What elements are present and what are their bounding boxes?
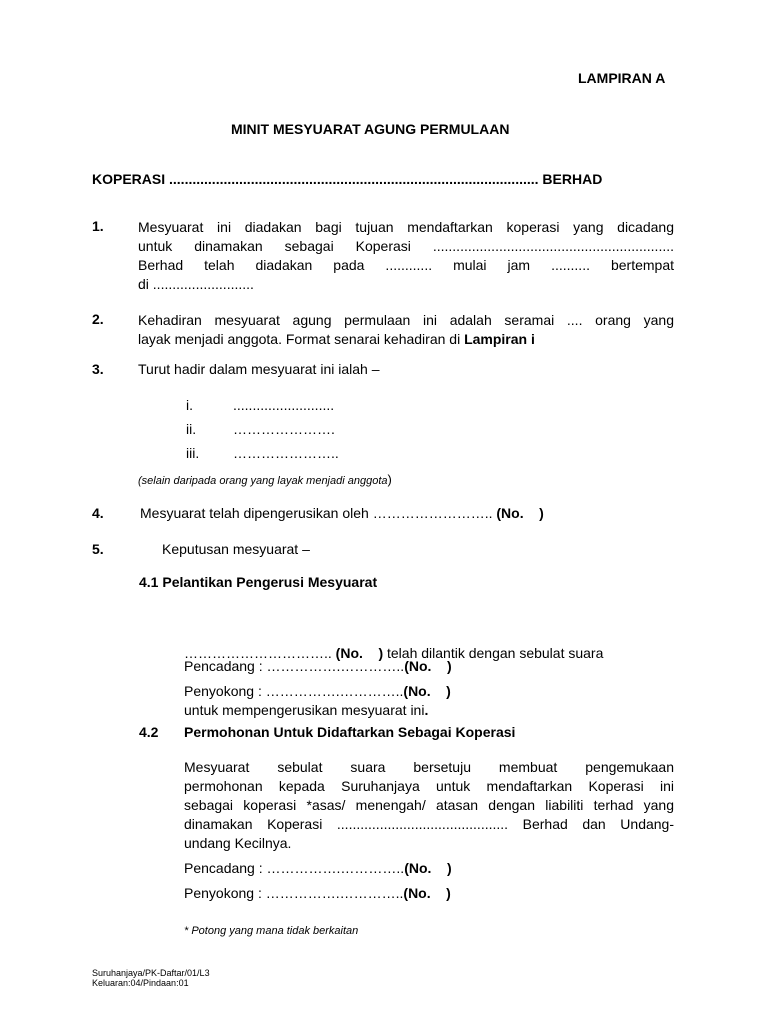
section-4-1-penyokong [184, 683, 451, 699]
item-3-number: 3. [92, 361, 104, 377]
footnote: * Potong yang mana tidak berkaitan [184, 925, 359, 937]
item-5-text: Keputusan mesyuarat – [162, 541, 310, 557]
chair-name-field: ………………………….. [184, 645, 336, 661]
section-4-2-line-3: sebagai koperasi *asas/ menengah/ atasan dengan liabiliti terhad yang [184, 797, 674, 813]
penyokong-label: Penyokong : …………….………….. [184, 683, 404, 699]
pencadang-number-2: (No. ) [404, 860, 452, 876]
chair-purpose-period: . [424, 702, 429, 718]
item-1-line-2: untuk dinamakan sebagai Koperasi .............................................................. [138, 238, 674, 254]
document-title: MINIT MESYUARAT AGUNG PERMULAAN [231, 121, 510, 137]
pencadang-number: (No. ) [404, 658, 452, 674]
item-2-line-2 [138, 330, 674, 349]
footer-line-1: Suruhanjaya/PK-Daftar/01/L3 [92, 968, 210, 978]
section-4-2-line-1: Mesyuarat sebulat suara bersetuju membuat pengemukaan [184, 759, 674, 775]
appendix-label: LAMPIRAN A [578, 70, 666, 86]
attendee-1-label: i. [186, 397, 193, 413]
pencadang-label-2: Pencadang : …………….………….. [184, 860, 405, 876]
section-4-2-number: 4.2 [139, 724, 159, 740]
lampiran-i-ref: Lampiran i [464, 331, 535, 347]
attendee-2-label: ii. [186, 421, 197, 437]
item-1-number: 1. [92, 218, 104, 234]
penyokong-number: (No. ) [403, 683, 451, 699]
section-4-2-line-5: undang Kecilnya. [184, 835, 292, 851]
item-2-number: 2. [92, 311, 104, 327]
attendee-note-text: (selain daripada orang yang layak menjadi anggota [138, 475, 388, 487]
item-1-line-3: Berhad telah diadakan pada ............ mulai jam .......... bertempat [138, 257, 674, 273]
item-2-line-1: Kehadiran mesyuarat agung permulaan ini adalah seramai .... orang yang [138, 312, 674, 328]
section-4-2-line-2: permohonan kepada Suruhanjaya untuk mendaftarkan Koperasi ini [184, 778, 674, 794]
attendee-2-value: …………………. [233, 421, 335, 437]
pencadang-label: Pencadang : …………….………….. [184, 658, 405, 674]
section-4-2-heading: Permohonan Untuk Didaftarkan Sebagai Koperasi [184, 724, 516, 740]
item-4-number: 4. [92, 505, 104, 521]
chair-appointed-text: telah dilantik dengan sebulat suara [383, 645, 604, 661]
footer-reference [92, 968, 210, 988]
section-4-2-pencadang [184, 860, 452, 876]
footer-line-2: Keluaran:04/Pindaan:01 [92, 978, 189, 988]
penyokong-label-2: Penyokong : …………….………….. [184, 885, 404, 901]
item-3-text: Turut hadir dalam mesyuarat ini ialah – [138, 361, 380, 377]
attendee-3-label: iii. [186, 445, 200, 461]
attendee-note [138, 472, 392, 487]
penyokong-number-2: (No. ) [403, 885, 451, 901]
section-4-1-line-2 [184, 701, 674, 720]
item-4-label: Mesyuarat telah dipengerusikan oleh …………………….. [140, 505, 497, 521]
item-1-text [138, 218, 674, 294]
section-4-2-penyokong [184, 885, 451, 901]
section-4-1-heading: 4.1 Pelantikan Pengerusi Mesyuarat [139, 574, 378, 590]
section-4-2-line-4: dinamakan Koperasi ............................................ Berhad dan Undang- [184, 816, 674, 832]
attendee-1-value: .......................... [233, 397, 335, 413]
attendee-note-close: ) [387, 472, 392, 487]
section-4-2-body [184, 758, 674, 853]
koperasi-line: KOPERASI ............................................................................................... BERHAD [92, 171, 603, 187]
item-2-line-2-text: layak menjadi anggota. Format senarai kehadiran di [138, 331, 465, 347]
item-1-line-4: di .......................... [138, 276, 254, 292]
chair-number-field: (No. ) [335, 645, 384, 661]
item-4-text [140, 505, 544, 521]
attendee-3-value: ………………….. [233, 445, 339, 461]
item-1-line-1: Mesyuarat ini diadakan bagi tujuan mendaftarkan koperasi yang dicadang [138, 219, 674, 235]
item-2-text [138, 311, 674, 349]
item-4-number-field: (No. ) [496, 505, 544, 521]
section-4-1-pencadang [184, 658, 452, 674]
item-5-number: 5. [92, 541, 104, 557]
chair-purpose-text: untuk mempengerusikan mesyuarat ini [184, 702, 425, 718]
